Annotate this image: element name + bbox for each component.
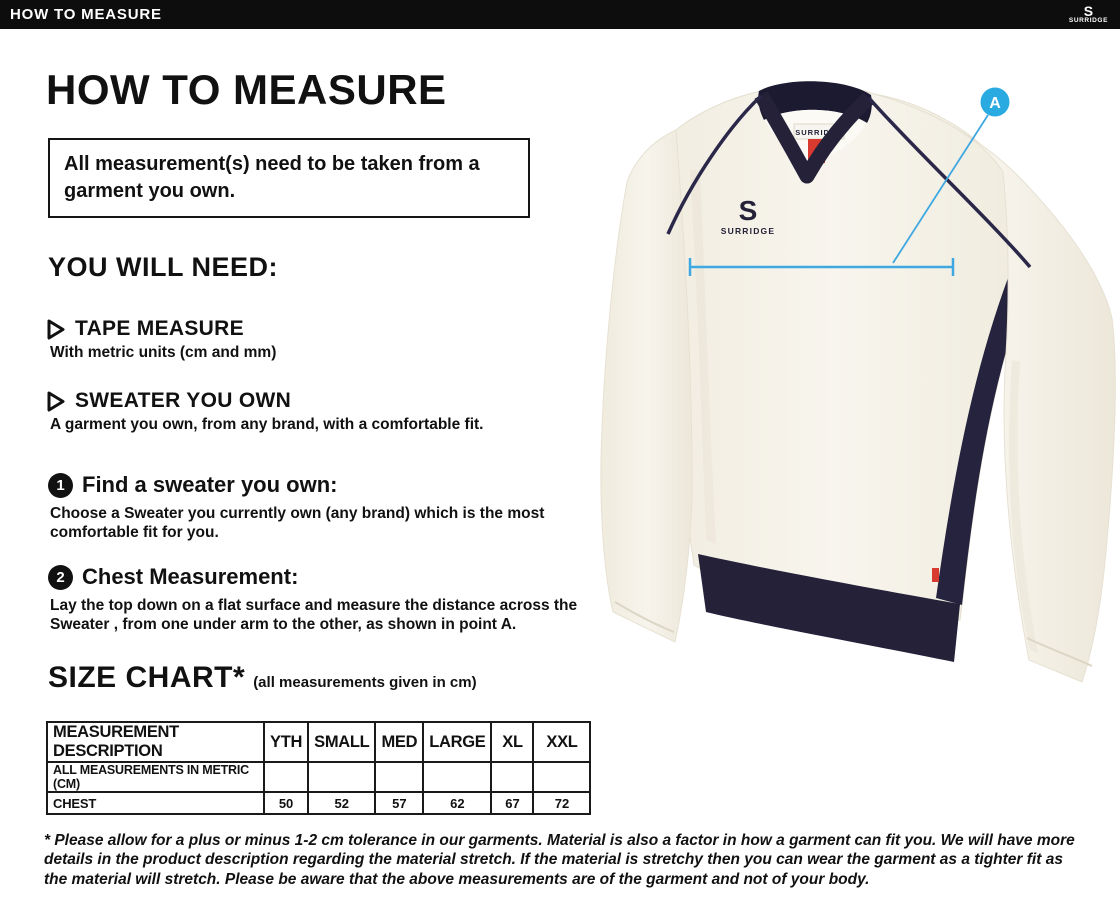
size-chart-table (46, 721, 591, 815)
sweater-illustration (580, 30, 1120, 700)
column-header: LARGE (423, 722, 491, 762)
neck-label-text: SURRIDGE (795, 128, 843, 137)
top-bar (0, 0, 1120, 29)
chest-logo-mark-icon: S (738, 195, 758, 226)
cell (308, 762, 375, 792)
surridge-logo (1068, 2, 1108, 25)
table-header-row (47, 722, 590, 762)
cell (423, 762, 491, 792)
need-item-description: With metric units (cm and mm) (50, 344, 277, 361)
step-title: Find a sweater you own: (82, 472, 338, 497)
note-box: All measurement(s) need to be taken from a garment you own. (48, 138, 530, 218)
column-header: YTH (264, 722, 308, 762)
step-title: Chest Measurement: (82, 564, 299, 589)
point-a-label: A (989, 95, 1001, 112)
you-will-need-heading: YOU WILL NEED: (48, 252, 279, 282)
size-chart-heading (48, 661, 477, 695)
column-header: SMALL (308, 722, 375, 762)
cell: 62 (423, 792, 491, 814)
step-number-badge: 1 (48, 473, 73, 498)
need-item-title: TAPE MEASURE (75, 317, 244, 340)
triangle-bullet-icon (46, 319, 65, 340)
need-item-sweater (46, 389, 291, 413)
cell (491, 762, 533, 792)
column-header: XXL (533, 722, 590, 762)
table-row (47, 792, 590, 814)
step-1-heading (48, 472, 337, 498)
side-red-tag (932, 568, 939, 582)
page-title: HOW TO MEASURE (46, 66, 447, 113)
triangle-bullet-icon (46, 391, 65, 412)
step-1-description: Choose a Sweater you currently own (any brand) which is the most comfortable fit for you. (50, 505, 545, 541)
cell (533, 762, 590, 792)
step-2-description: Lay the top down on a flat surface and measure the distance across the Sweater , from one under arm to the other, as shown in point A. (50, 597, 578, 633)
step-2-heading (48, 564, 298, 590)
surridge-logo-word: SURRIDGE (1068, 16, 1108, 24)
sweater-figure (580, 30, 1120, 700)
cell (264, 762, 308, 792)
column-header: MEASUREMENT DESCRIPTION (47, 722, 264, 762)
column-header: MED (375, 722, 423, 762)
size-chart-subtitle: (all measurements given in cm) (253, 674, 477, 691)
row-label: CHEST (47, 792, 264, 814)
cell: 72 (533, 792, 590, 814)
cell: 67 (491, 792, 533, 814)
cell: 50 (264, 792, 308, 814)
size-chart-title: SIZE CHART* (48, 661, 246, 694)
cell: 57 (375, 792, 423, 814)
step-number-badge: 2 (48, 565, 73, 590)
surridge-logo-mark-icon: S (1083, 2, 1094, 19)
sweater-body (672, 85, 1032, 620)
chest-logo-text: SURRIDGE (720, 226, 776, 236)
cell: 52 (308, 792, 375, 814)
top-bar-title: HOW TO MEASURE (10, 6, 162, 23)
need-item-description: A garment you own, from any brand, with a comfortable fit. (50, 416, 484, 433)
need-item-tape-measure (46, 317, 244, 341)
need-item-title: SWEATER YOU OWN (75, 389, 292, 412)
cell (375, 762, 423, 792)
left-sleeve (601, 130, 692, 642)
table-row (47, 762, 590, 792)
column-header: XL (491, 722, 533, 762)
disclaimer-text: * Please allow for a plus or minus 1-2 cm tolerance in our garments. Material is also a factor in how a garment can fit you. We will have more details in the product description regarding the material stretch. If the material is stretchy then you can wear the garment as a tighter fit as the material will stretch. Please be aware that the above measurements are of the garment and not of your body. (44, 832, 1075, 888)
row-label: ALL MEASUREMENTS IN METRIC (CM) (47, 762, 264, 792)
